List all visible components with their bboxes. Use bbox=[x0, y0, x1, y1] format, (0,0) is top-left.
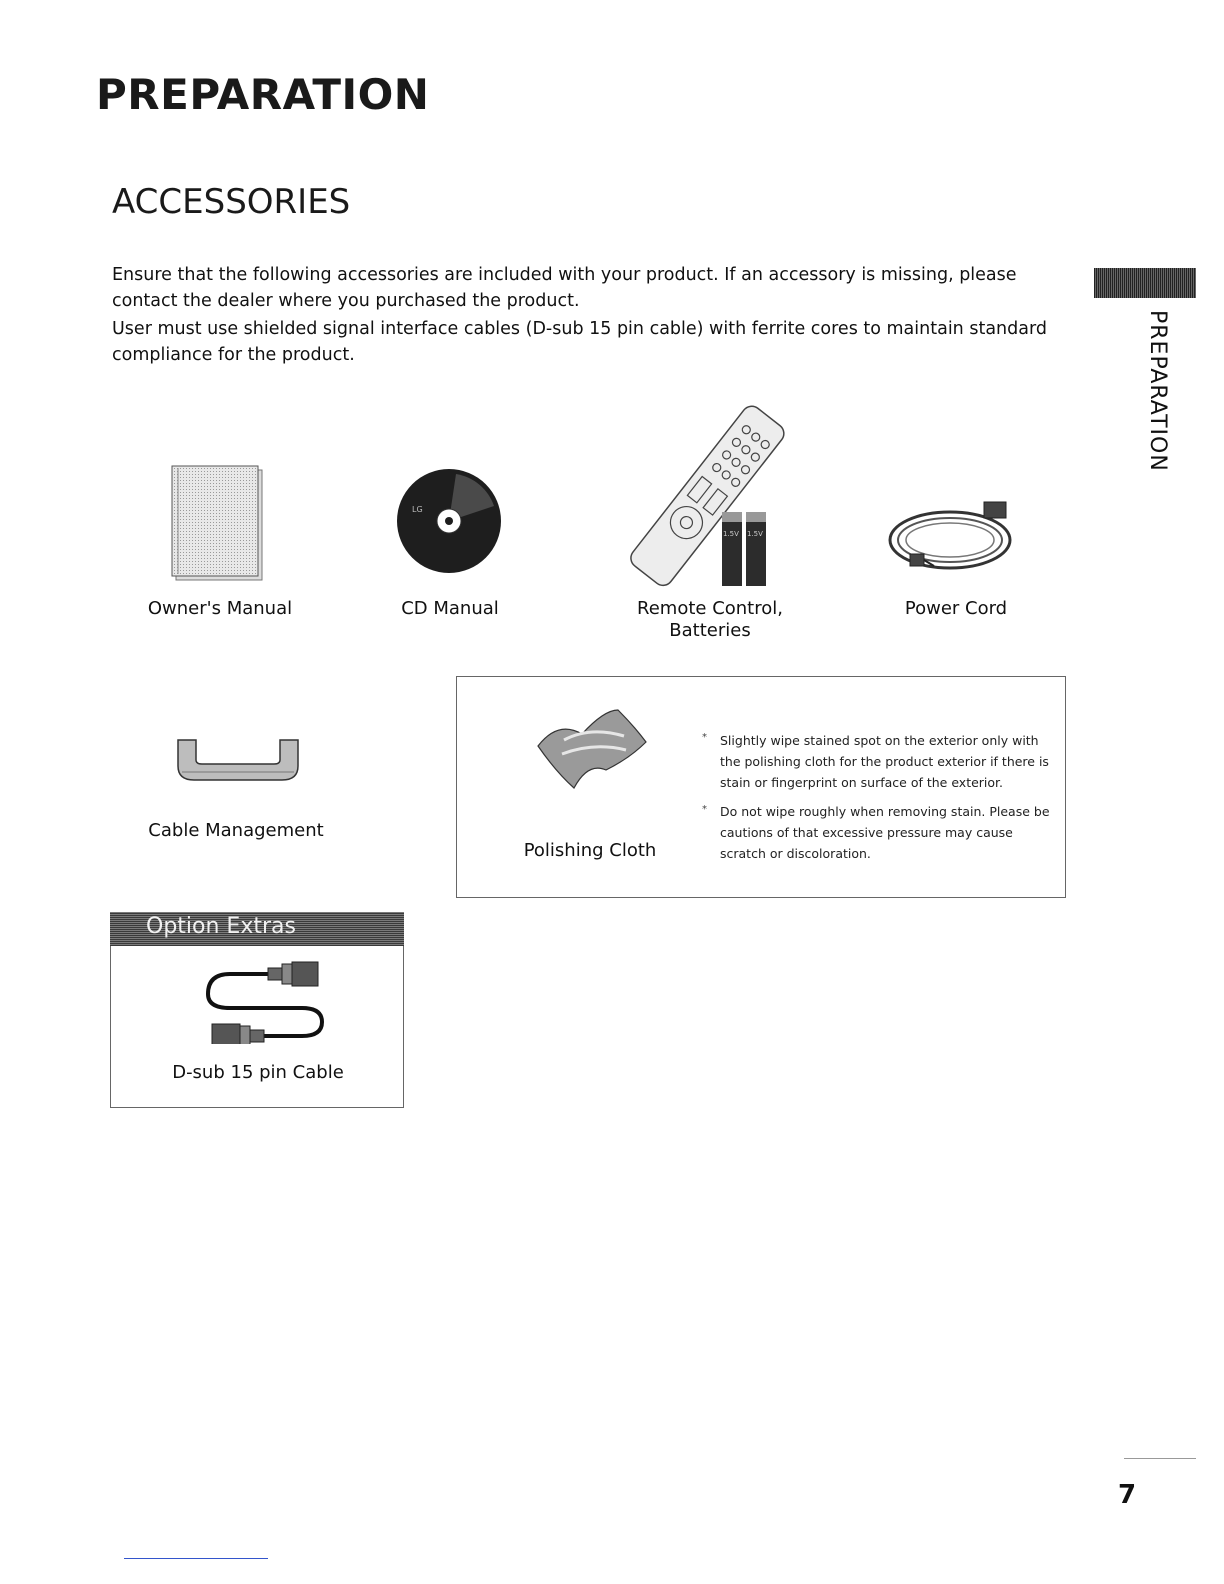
remote-control-illustration bbox=[618, 400, 798, 590]
svg-text:LG: LG bbox=[412, 505, 423, 514]
cable-management-caption: Cable Management bbox=[148, 820, 324, 841]
footer-link-rule bbox=[124, 1558, 268, 1559]
battery-label-2: 1.5V bbox=[747, 530, 763, 538]
power-cord-caption: Power Cord bbox=[904, 598, 1008, 619]
note-1-mark: * bbox=[702, 732, 707, 743]
page-number: 7 bbox=[1118, 1480, 1137, 1510]
section-title: ACCESSORIES bbox=[112, 182, 351, 222]
footer-rule bbox=[1124, 1458, 1196, 1459]
intro-paragraph-2: User must use shielded signal interface cables (D-sub 15 pin cable) with ferrite cores to maintain standard compliance for the product. bbox=[112, 319, 1047, 365]
cd-manual-illustration bbox=[394, 466, 504, 576]
polishing-cloth-illustration bbox=[534, 706, 650, 792]
owners-manual-caption: Owner's Manual bbox=[147, 598, 293, 619]
page-title: PREPARATION bbox=[96, 70, 430, 119]
polishing-note-2: Do not wipe roughly when removing stain. Please be cautions of that excessive pressure may cause scratch or discoloration. bbox=[720, 804, 1050, 861]
battery-label-1: 1.5V bbox=[723, 530, 739, 538]
owners-manual-illustration bbox=[168, 462, 268, 584]
note-2-mark: * bbox=[702, 804, 707, 815]
polishing-cloth-caption: Polishing Cloth bbox=[523, 840, 657, 861]
remote-control-caption-line1: Remote Control, bbox=[637, 598, 783, 619]
intro-paragraph-1: Ensure that the following accessories are included with your product. If an accessory is missing, please contact the dealer where you purchased the product. bbox=[112, 265, 1017, 311]
power-cord-illustration bbox=[884, 494, 1030, 578]
cd-manual-caption: CD Manual bbox=[401, 598, 499, 619]
option-extras-title: Option Extras bbox=[146, 914, 296, 939]
cable-management-illustration bbox=[174, 738, 302, 782]
remote-control-caption-line2: Batteries bbox=[669, 620, 751, 641]
side-tab-label: PREPARATION bbox=[1145, 310, 1170, 472]
side-tab-marker bbox=[1094, 268, 1196, 298]
dsub-cable-illustration bbox=[204, 960, 334, 1044]
dsub-cable-caption: D-sub 15 pin Cable bbox=[172, 1062, 344, 1083]
polishing-note-1: Slightly wipe stained spot on the exterior only with the polishing cloth for the product exterior if there is stain or fingerprint on surface of the exterior. bbox=[720, 733, 1049, 790]
